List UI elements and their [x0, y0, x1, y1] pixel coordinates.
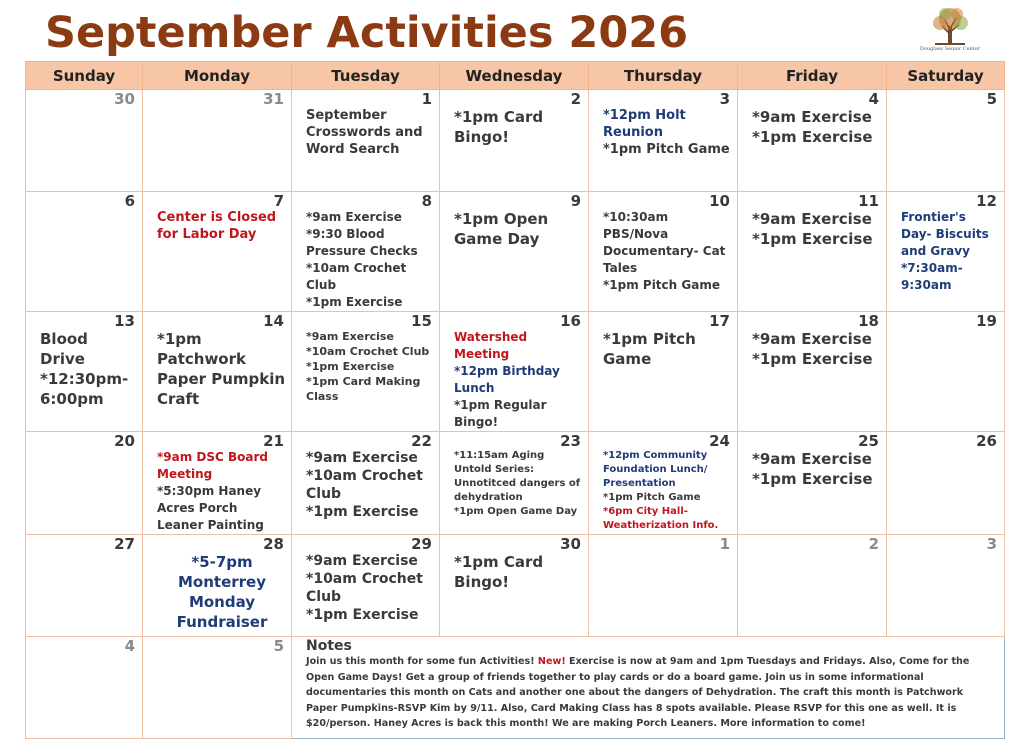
day-number: 3: [719, 90, 730, 108]
day-number: 30: [560, 535, 581, 553]
day-number: 24: [709, 432, 730, 450]
event-item: *1pm Patchwork Paper Pumpkin Craft: [157, 330, 286, 408]
day-events: [440, 552, 588, 592]
event-item: Blood Drive: [40, 330, 88, 368]
week-row: [26, 192, 1005, 312]
weekday-tuesday: Tuesday: [292, 62, 440, 90]
day-cell: [143, 535, 292, 637]
day-number: 12: [976, 192, 997, 210]
day-cell: [292, 535, 440, 637]
day-cell: [292, 90, 440, 192]
notes-text-details: Exercise is now at 9am and 1pm Tuesdays and Fridays. Also, Come for the Open Game Days! Get a group of friends together to play cards or do a board game. Join us in some informational documentaries this month on Cats and another one about the dangers of Dehydration. The craft this month is Patchwork Paper Pumpkins-RSVP Kim by 9/11. Also, Card Making Class has 8 spots available. Please RSVP for this one as well. It is $20/person. Haney Acres is back this month! We are making Porch Leaners. More information to come!: [306, 656, 970, 729]
notes-body: [306, 654, 996, 732]
day-cell: [887, 192, 1005, 312]
event-item: *1pm Card Making Class: [306, 375, 421, 403]
notes-text-new: New!: [537, 656, 570, 667]
event-item: September Crosswords and Word Search: [306, 108, 423, 157]
event-item: *9am Exercise: [306, 450, 418, 466]
day-cell: [26, 90, 143, 192]
event-item: *12pm Birthday Lunch: [454, 364, 560, 395]
page-title: September Activities 2026: [45, 8, 689, 58]
day-cell: [887, 90, 1005, 192]
day-number: 4: [868, 90, 879, 108]
event-item: *5:30pm Haney Acres Porch Leaner Painting: [157, 484, 264, 532]
day-cell: [738, 535, 887, 637]
day-number: 1: [421, 90, 432, 108]
event-item: *9am DSC Board Meeting: [157, 450, 268, 481]
day-events: [143, 552, 291, 632]
day-events: [440, 329, 588, 431]
day-cell: [887, 432, 1005, 535]
day-events: [143, 449, 291, 534]
event-item: *10am Crochet Club: [306, 571, 423, 605]
event-item: *1pm Pitch Game: [603, 142, 730, 157]
day-cell: [26, 312, 143, 432]
event-item: *11:15am Aging Untold Series: Unnotitced dangers of dehydration: [454, 450, 581, 503]
calendar-grid: [25, 61, 1005, 739]
day-cell: [143, 90, 292, 192]
day-number: 11: [858, 192, 879, 210]
day-cell: [589, 312, 738, 432]
day-number: 13: [114, 312, 135, 330]
event-item: *1pm Exercise: [306, 360, 395, 373]
weekday-header-row: [26, 62, 1005, 90]
day-events: [738, 329, 886, 369]
event-item: *1pm Exercise: [752, 350, 873, 368]
event-item: Watershed Meeting: [454, 330, 528, 361]
event-item: *1pm Exercise: [306, 504, 419, 520]
day-number: 15: [411, 312, 432, 330]
event-item: *1pm Card Bingo!: [454, 108, 544, 146]
event-item: *10am Crochet Club: [306, 468, 423, 502]
week-row: [26, 312, 1005, 432]
event-item: *1pm Open Game Day: [454, 506, 578, 517]
day-number: 5: [986, 90, 997, 108]
day-events: [589, 209, 737, 294]
day-cell: [589, 90, 738, 192]
day-number: 27: [114, 535, 135, 553]
day-events: [738, 209, 886, 249]
day-events: [26, 329, 142, 409]
weekday-saturday: Saturday: [887, 62, 1005, 90]
notes-title: Notes: [306, 638, 352, 654]
event-item: *9am Exercise: [306, 210, 402, 224]
day-events: [440, 209, 588, 249]
event-item: *9am Exercise: [752, 450, 872, 468]
day-cell: [26, 192, 143, 312]
day-cell: [440, 312, 589, 432]
day-number: 21: [263, 432, 284, 450]
event-item: Frontier's Day- Biscuits and Gravy: [901, 210, 989, 258]
day-number: 26: [976, 432, 997, 450]
weekday-friday: Friday: [738, 62, 887, 90]
day-cell: [738, 90, 887, 192]
event-item: *1pm Pitch Game: [603, 330, 696, 368]
day-number: 25: [858, 432, 879, 450]
week-row: [26, 90, 1005, 192]
day-cell: [440, 535, 589, 637]
day-number: 9: [570, 192, 581, 210]
event-item: *9am Exercise: [306, 553, 418, 569]
event-item: *1pm Card Bingo!: [454, 553, 544, 591]
event-item: *12pm Community Foundation Lunch/ Presentation: [603, 450, 708, 489]
day-number: 3: [986, 535, 997, 553]
event-item: *1pm Open Game Day: [454, 210, 549, 248]
day-number: 31: [263, 90, 284, 108]
day-number: 14: [263, 312, 284, 330]
event-item: *1pm Pitch Game: [603, 278, 720, 292]
day-cell: [589, 432, 738, 535]
day-number: 1: [719, 535, 730, 553]
day-events: [738, 107, 886, 147]
day-events: [292, 329, 439, 404]
day-cell: [143, 312, 292, 432]
day-events: [589, 449, 737, 533]
logo-caption: Douglass Senior Center: [919, 46, 981, 52]
day-events: [440, 107, 588, 147]
day-events: [292, 107, 439, 158]
day-cell: [887, 535, 1005, 637]
day-number: 16: [560, 312, 581, 330]
day-number: 7: [273, 192, 284, 210]
day-number: 19: [976, 312, 997, 330]
event-item: *5-7pm Monterrey Monday Fundraiser: [176, 553, 268, 631]
day-number: 29: [411, 535, 432, 553]
event-item: *9am Exercise: [306, 330, 394, 343]
day-cell: [738, 432, 887, 535]
notes-section: [292, 637, 1005, 739]
event-item: *10am Crochet Club: [306, 345, 430, 358]
day-number: 20: [114, 432, 135, 450]
day-number: 18: [858, 312, 879, 330]
day-cell: [738, 312, 887, 432]
day-cell: [26, 637, 143, 739]
weekday-sunday: Sunday: [26, 62, 143, 90]
week-row: [26, 637, 1005, 739]
day-cell: [292, 312, 440, 432]
day-number: 8: [421, 192, 432, 210]
week-row: [26, 535, 1005, 637]
day-number: 22: [411, 432, 432, 450]
day-events: [738, 449, 886, 489]
day-number: 30: [114, 90, 135, 108]
event-item: *9am Exercise: [752, 330, 872, 348]
event-item: *9:30 Blood Pressure Checks: [306, 227, 418, 258]
day-cell: [292, 432, 440, 535]
weekday-monday: Monday: [143, 62, 292, 90]
event-item: *1pm Exercise: [752, 128, 873, 146]
event-item: *10am Crochet Club: [306, 261, 407, 292]
day-events: [143, 209, 291, 243]
day-cell: [26, 432, 143, 535]
day-number: 2: [868, 535, 879, 553]
day-cell: [440, 192, 589, 312]
day-number: 2: [570, 90, 581, 108]
event-item: *1pm Exercise: [306, 607, 419, 623]
day-number: 28: [263, 535, 284, 553]
day-number: 17: [709, 312, 730, 330]
event-item: *10:30am PBS/Nova Documentary- Cat Tales: [603, 210, 726, 275]
day-number: 10: [709, 192, 730, 210]
event-item: *9am Exercise: [752, 210, 872, 228]
day-number: 6: [124, 192, 135, 210]
event-item: *12pm Holt Reunion: [603, 108, 686, 140]
notes-text-intro: Join us this month for some fun Activities!: [306, 656, 538, 667]
day-cell: [440, 432, 589, 535]
week-row: [26, 432, 1005, 535]
day-cell: [887, 312, 1005, 432]
logo: [915, 6, 985, 58]
event-item: *1pm Pitch Game: [603, 492, 701, 503]
weekday-thursday: Thursday: [589, 62, 738, 90]
event-item: *1pm Exercise: [752, 230, 873, 248]
day-cell: [589, 192, 738, 312]
day-number: 4: [124, 637, 135, 655]
event-item: *7:30am-9:30am: [901, 261, 963, 292]
event-item: Center is Closed for Labor Day: [157, 210, 277, 242]
tree-icon: [915, 6, 985, 46]
day-events: [292, 449, 439, 521]
day-events: [292, 209, 439, 311]
weekday-wednesday: Wednesday: [440, 62, 589, 90]
day-cell: [589, 535, 738, 637]
event-item: *1pm Exercise: [752, 470, 873, 488]
day-cell: [143, 432, 292, 535]
day-events: [887, 209, 1004, 294]
day-cell: [292, 192, 440, 312]
day-cell: [26, 535, 143, 637]
day-events: [589, 107, 737, 158]
day-cell: [143, 192, 292, 312]
event-item: *9am Exercise: [752, 108, 872, 126]
day-events: [292, 552, 439, 624]
event-item: *6pm City Hall- Weatherization Info.: [603, 506, 719, 531]
event-item: *1pm Regular Bingo!: [454, 398, 547, 429]
day-cell: [143, 637, 292, 739]
day-events: [440, 449, 588, 519]
day-events: [143, 329, 291, 409]
event-item: *1pm Exercise: [306, 295, 403, 309]
day-number: 5: [273, 637, 284, 655]
day-events: [589, 329, 737, 369]
day-cell: [440, 90, 589, 192]
day-number: 23: [560, 432, 581, 450]
day-cell: [738, 192, 887, 312]
event-item: *12:30pm-6:00pm: [40, 370, 129, 408]
